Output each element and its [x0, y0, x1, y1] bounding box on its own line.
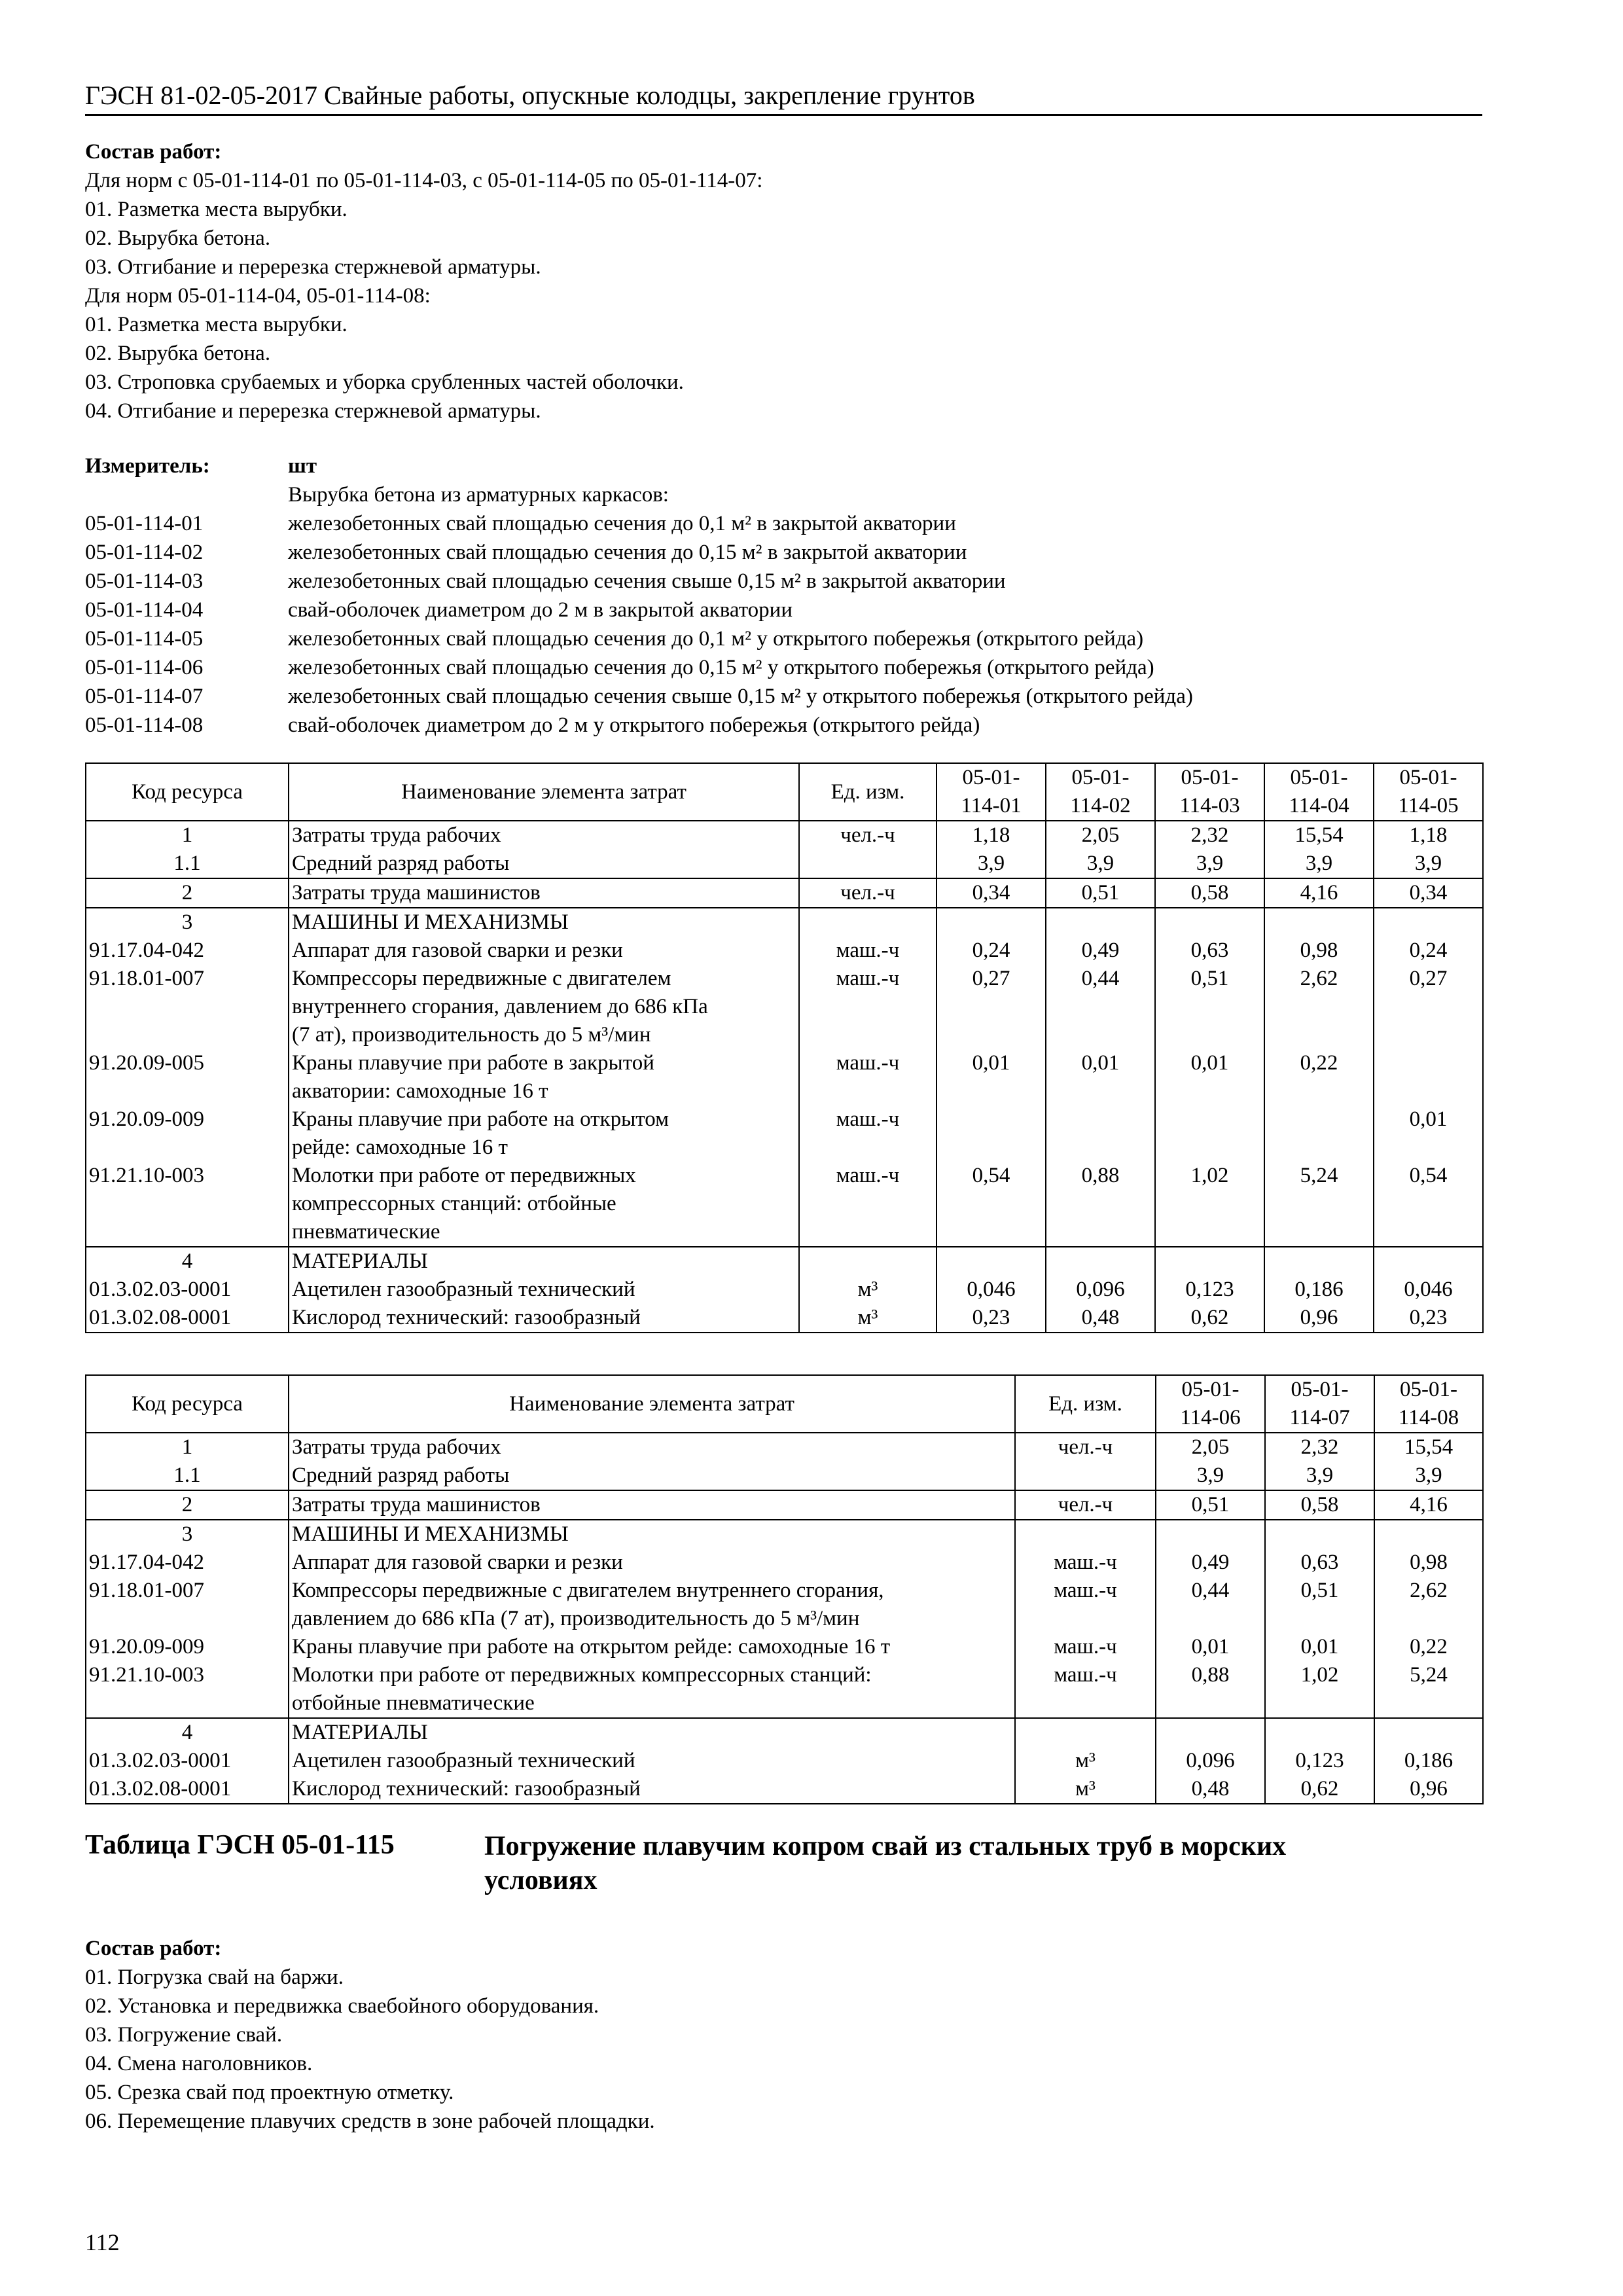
value-cell: 0,49	[1156, 1549, 1265, 1577]
cost-element-name: Краны плавучие при работе на открытом рейде: самоходные 16 т	[289, 1633, 1015, 1661]
norm-description: железобетонных свай площадью сечения до 0,1 м² в закрытой акватории	[288, 512, 956, 535]
cost-element-name: Ацетилен газообразный технический	[289, 1276, 799, 1304]
cost-element-name: Кислород технический: газообразный	[289, 1775, 1015, 1804]
resource-code: 1.1	[86, 850, 289, 878]
value-cell: 0,54	[936, 1162, 1046, 1247]
norm-code: 05-01-114-08	[85, 713, 204, 737]
value-cell: 0,046	[936, 1276, 1046, 1304]
measure-row	[85, 682, 1492, 711]
column-header: 05-01- 114-08	[1374, 1375, 1483, 1433]
table-row	[86, 1775, 1483, 1804]
value-cell: 0,48	[1156, 1775, 1265, 1804]
composition-list-2	[85, 1963, 1492, 2136]
cost-element-name: МАТЕРИАЛЫ	[289, 1718, 1015, 1747]
column-header: Наименование элемента затрат	[289, 763, 799, 821]
resource-code: 1.1	[86, 1462, 289, 1490]
composition-list	[85, 166, 1492, 425]
value-cell	[936, 1105, 1046, 1162]
cost-element-name: Молотки при работе от передвижных компрессорных станций: отбойные пневматические	[289, 1162, 799, 1247]
unit-cell: чел.-ч	[799, 821, 936, 850]
composition-item: 05. Срезка свай под проектную отметку.	[85, 2081, 454, 2104]
value-cell	[936, 908, 1046, 937]
value-cell: 0,186	[1374, 1747, 1483, 1775]
value-cell	[1046, 1105, 1155, 1162]
value-cell: 0,23	[1374, 1304, 1483, 1333]
norms-table-2	[85, 1374, 1484, 1804]
value-cell	[1265, 1520, 1374, 1549]
norm-code: 05-01-114-07	[85, 685, 204, 708]
composition-heading: Состав работ:	[85, 140, 222, 164]
value-cell: 0,51	[1155, 965, 1264, 1049]
value-cell: 0,62	[1265, 1775, 1374, 1804]
unit-cell: м³	[1015, 1747, 1156, 1775]
norm-code: 05-01-114-06	[85, 656, 204, 679]
unit-cell: чел.-ч	[1015, 1490, 1156, 1520]
resource-code: 01.3.02.08-0001	[86, 1304, 289, 1333]
table-row	[86, 1661, 1483, 1718]
unit-cell: маш.-ч	[1015, 1577, 1156, 1633]
value-cell	[1374, 908, 1483, 937]
table-row	[86, 878, 1483, 908]
column-header: Ед. изм.	[1015, 1375, 1156, 1433]
cost-element-name: Затраты труда машинистов	[289, 878, 799, 908]
norm-code: 05-01-114-04	[85, 598, 204, 622]
resource-code: 91.18.01-007	[86, 965, 289, 1049]
resource-code: 1	[86, 1433, 289, 1462]
value-cell: 0,44	[1046, 965, 1155, 1049]
composition-item: 03. Отгибание и перерезка стержневой арматуры.	[85, 255, 541, 279]
value-cell: 2,62	[1264, 965, 1374, 1049]
value-cell: 5,24	[1374, 1661, 1483, 1718]
resource-code: 01.3.02.03-0001	[86, 1276, 289, 1304]
resource-code: 91.21.10-003	[86, 1162, 289, 1247]
resource-code: 1	[86, 821, 289, 850]
table-row	[86, 1433, 1483, 1462]
cost-element-name: Затраты труда рабочих	[289, 821, 799, 850]
value-cell: 0,34	[936, 878, 1046, 908]
value-cell: 0,096	[1046, 1276, 1155, 1304]
value-cell: 0,58	[1155, 878, 1264, 908]
resource-code: 91.17.04-042	[86, 937, 289, 965]
value-cell	[1156, 1718, 1265, 1747]
resource-code: 01.3.02.03-0001	[86, 1747, 289, 1775]
measure-row	[85, 624, 1492, 653]
value-cell: 4,16	[1374, 1490, 1483, 1520]
resource-code: 91.20.09-005	[86, 1049, 289, 1105]
value-cell: 2,05	[1156, 1433, 1265, 1462]
composition-item: 06. Перемещение плавучих средств в зоне рабочей площадки.	[85, 2109, 655, 2133]
value-cell: 0,98	[1374, 1549, 1483, 1577]
resource-code: 91.18.01-007	[86, 1577, 289, 1633]
column-header: 05-01- 114-03	[1155, 763, 1264, 821]
table-row	[86, 908, 1483, 937]
table-row	[86, 821, 1483, 850]
unit-cell	[1015, 1718, 1156, 1747]
value-cell: 0,23	[936, 1304, 1046, 1333]
table-row	[86, 1577, 1483, 1633]
column-header: 05-01- 114-05	[1374, 763, 1483, 821]
cost-element-name: Средний разряд работы	[289, 850, 799, 878]
value-cell	[1155, 908, 1264, 937]
table-row	[86, 1304, 1483, 1333]
table-row	[86, 1747, 1483, 1775]
value-cell: 0,51	[1046, 878, 1155, 908]
column-header: Код ресурса	[86, 763, 289, 821]
value-cell: 0,63	[1265, 1549, 1374, 1577]
cost-element-name: Затраты труда рабочих	[289, 1433, 1015, 1462]
table-row	[86, 850, 1483, 878]
running-header: ГЭСН 81-02-05-2017 Свайные работы, опускные колодцы, закрепление грунтов	[85, 77, 1482, 116]
table-row	[86, 1105, 1483, 1162]
value-cell: 0,27	[936, 965, 1046, 1049]
norm-description: железобетонных свай площадью сечения до 0,1 м² у открытого побережья (открытого рейда)	[288, 627, 1144, 651]
value-cell: 3,9	[1264, 850, 1374, 878]
column-header: Код ресурса	[86, 1375, 289, 1433]
value-cell: 0,51	[1156, 1490, 1265, 1520]
cost-element-name: МАШИНЫ И МЕХАНИЗМЫ	[289, 1520, 1015, 1549]
value-cell: 0,27	[1374, 965, 1483, 1049]
column-header: 05-01- 114-02	[1046, 763, 1155, 821]
value-cell	[1156, 1520, 1265, 1549]
measure-row	[85, 509, 1492, 538]
cost-element-name: Кислород технический: газообразный	[289, 1304, 799, 1333]
measure-row	[85, 596, 1492, 624]
value-cell: 3,9	[1265, 1462, 1374, 1490]
composition-item: 04. Отгибание и перерезка стержневой арматуры.	[85, 399, 541, 423]
value-cell: 3,9	[936, 850, 1046, 878]
composition-item: 02. Установка и передвижка сваебойного оборудования.	[85, 1994, 599, 2018]
value-cell: 0,01	[1155, 1049, 1264, 1105]
value-cell: 0,44	[1156, 1577, 1265, 1633]
value-cell: 3,9	[1155, 850, 1264, 878]
unit-cell: маш.-ч	[799, 1105, 936, 1162]
unit-cell: маш.-ч	[799, 937, 936, 965]
value-cell	[1046, 908, 1155, 937]
resource-code: 3	[86, 908, 289, 937]
measure-row	[85, 711, 1492, 740]
norm-code: 05-01-114-03	[85, 569, 204, 593]
value-cell: 0,62	[1155, 1304, 1264, 1333]
cost-element-name: Краны плавучие при работе в закрытой акватории: самоходные 16 т	[289, 1049, 799, 1105]
value-cell: 0,096	[1156, 1747, 1265, 1775]
table-row	[86, 1520, 1483, 1549]
measure-row	[85, 653, 1492, 682]
unit-cell: чел.-ч	[799, 878, 936, 908]
norm-code: 05-01-114-05	[85, 627, 204, 651]
cost-element-name: Компрессоры передвижные с двигателем внутреннего сгорания, давлением до 686 кПа (7 ат), производительность до 5 м³/мин	[289, 1577, 1015, 1633]
value-cell: 3,9	[1046, 850, 1155, 878]
unit-cell	[799, 1247, 936, 1276]
table-row	[86, 1549, 1483, 1577]
measure-section	[85, 452, 1492, 740]
value-cell: 0,123	[1155, 1276, 1264, 1304]
value-cell	[1374, 1520, 1483, 1549]
value-cell: 0,186	[1264, 1276, 1374, 1304]
unit-cell: маш.-ч	[1015, 1549, 1156, 1577]
work-composition-section-2	[85, 1934, 1492, 2136]
resource-code: 2	[86, 878, 289, 908]
table-row	[86, 1049, 1483, 1105]
value-cell: 0,88	[1156, 1661, 1265, 1718]
cost-element-name: Затраты труда машинистов	[289, 1490, 1015, 1520]
unit-cell	[1015, 1520, 1156, 1549]
composition-item: 02. Вырубка бетона.	[85, 342, 271, 365]
value-cell	[1155, 1105, 1264, 1162]
table-row	[86, 1718, 1483, 1747]
column-header: 05-01- 114-01	[936, 763, 1046, 821]
resource-code: 91.17.04-042	[86, 1549, 289, 1577]
unit-cell: маш.-ч	[1015, 1633, 1156, 1661]
table-row	[86, 1462, 1483, 1490]
composition-item: 04. Смена наголовников.	[85, 2052, 313, 2075]
cost-element-name: Компрессоры передвижные с двигателем внутреннего сгорания, давлением до 686 кПа (7 ат), производительность до 5 м³/мин	[289, 965, 799, 1049]
unit-cell: маш.-ч	[1015, 1661, 1156, 1718]
measure-label: Измеритель:	[85, 454, 210, 478]
unit-cell	[799, 908, 936, 937]
value-cell	[1374, 1718, 1483, 1747]
composition-item: 03. Строповка срубаемых и уборка срубленных частей оболочки.	[85, 370, 684, 394]
measure-intro: Вырубка бетона из арматурных каркасов:	[288, 483, 669, 507]
cost-element-name: Молотки при работе от передвижных компрессорных станций: отбойные пневматические	[289, 1661, 1015, 1718]
composition-heading-2: Состав работ:	[85, 1937, 222, 1960]
cost-element-name: Аппарат для газовой сварки и резки	[289, 937, 799, 965]
value-cell: 0,01	[1265, 1633, 1374, 1661]
norms-table-1	[85, 762, 1484, 1333]
norm-code: 05-01-114-02	[85, 541, 204, 564]
norm-description: железобетонных свай площадью сечения свыше 0,15 м² у открытого побережья (открытого рейда)	[288, 685, 1193, 708]
value-cell	[1265, 1718, 1374, 1747]
table-row	[86, 1247, 1483, 1276]
unit-cell: маш.-ч	[799, 1049, 936, 1105]
value-cell: 15,54	[1264, 821, 1374, 850]
table-row	[86, 1276, 1483, 1304]
value-cell: 2,05	[1046, 821, 1155, 850]
resource-code: 4	[86, 1718, 289, 1747]
value-cell	[1046, 1247, 1155, 1276]
composition-item: Для норм с 05-01-114-01 по 05-01-114-03, с 05-01-114-05 по 05-01-114-07:	[85, 169, 763, 192]
cost-element-name: МАШИНЫ И МЕХАНИЗМЫ	[289, 908, 799, 937]
measure-unit: шт	[288, 454, 317, 478]
value-cell: 0,54	[1374, 1162, 1483, 1247]
norm-description: свай-оболочек диаметром до 2 м у открытого побережья (открытого рейда)	[288, 713, 980, 737]
value-cell: 0,98	[1264, 937, 1374, 965]
resource-code: 3	[86, 1520, 289, 1549]
value-cell	[1264, 1105, 1374, 1162]
value-cell: 0,123	[1265, 1747, 1374, 1775]
value-cell: 1,02	[1265, 1661, 1374, 1718]
unit-cell: чел.-ч	[1015, 1433, 1156, 1462]
column-header: Ед. изм.	[799, 763, 936, 821]
value-cell	[1264, 1247, 1374, 1276]
table-row	[86, 1162, 1483, 1247]
value-cell: 0,24	[936, 937, 1046, 965]
table-row	[86, 937, 1483, 965]
table-row	[86, 965, 1483, 1049]
value-cell: 0,58	[1265, 1490, 1374, 1520]
measure-list	[85, 509, 1492, 740]
column-header: 05-01- 114-06	[1156, 1375, 1265, 1433]
page-number: 112	[85, 2229, 120, 2255]
table-caption-title: Погружение плавучим копром свай из стальных труб в морских условиях	[484, 1831, 1287, 1895]
value-cell: 0,51	[1265, 1577, 1374, 1633]
unit-cell: маш.-ч	[799, 1162, 936, 1247]
composition-item: 01. Разметка места вырубки.	[85, 313, 348, 336]
cost-element-name: Аппарат для газовой сварки и резки	[289, 1549, 1015, 1577]
norm-code: 05-01-114-01	[85, 512, 204, 535]
table-row	[86, 1633, 1483, 1661]
value-cell	[1374, 1049, 1483, 1105]
measure-row	[85, 567, 1492, 596]
value-cell: 0,01	[1374, 1105, 1483, 1162]
value-cell: 3,9	[1156, 1462, 1265, 1490]
value-cell: 1,18	[936, 821, 1046, 850]
value-cell: 5,24	[1264, 1162, 1374, 1247]
resource-code: 01.3.02.08-0001	[86, 1775, 289, 1804]
value-cell: 0,88	[1046, 1162, 1155, 1247]
table-caption-label: Таблица ГЭСН 05-01-115	[85, 1830, 395, 1860]
work-composition-section	[85, 137, 1492, 425]
unit-cell: маш.-ч	[799, 965, 936, 1049]
value-cell: 0,22	[1264, 1049, 1374, 1105]
composition-item: 03. Погружение свай.	[85, 2023, 283, 2047]
value-cell: 3,9	[1374, 1462, 1483, 1490]
column-header: 05-01- 114-07	[1265, 1375, 1374, 1433]
value-cell: 0,63	[1155, 937, 1264, 965]
value-cell: 2,32	[1155, 821, 1264, 850]
norm-description: свай-оболочек диаметром до 2 м в закрытой акватории	[288, 598, 793, 622]
composition-item: Для норм 05-01-114-04, 05-01-114-08:	[85, 284, 431, 308]
value-cell: 15,54	[1374, 1433, 1483, 1462]
cost-element-name: Средний разряд работы	[289, 1462, 1015, 1490]
unit-cell: м³	[799, 1304, 936, 1333]
value-cell: 0,24	[1374, 937, 1483, 965]
norm-description: железобетонных свай площадью сечения свыше 0,15 м² в закрытой акватории	[288, 569, 1006, 593]
value-cell: 3,9	[1374, 850, 1483, 878]
norm-description: железобетонных свай площадью сечения до 0,15 м² у открытого побережья (открытого рейда)	[288, 656, 1154, 679]
value-cell	[1155, 1247, 1264, 1276]
measure-row	[85, 538, 1492, 567]
value-cell	[1264, 908, 1374, 937]
composition-item: 02. Вырубка бетона.	[85, 226, 271, 250]
column-header: 05-01- 114-04	[1264, 763, 1374, 821]
value-cell: 0,96	[1374, 1775, 1483, 1804]
value-cell: 1,18	[1374, 821, 1483, 850]
cost-element-name: Краны плавучие при работе на открытом рейде: самоходные 16 т	[289, 1105, 799, 1162]
value-cell: 0,96	[1264, 1304, 1374, 1333]
unit-cell: м³	[1015, 1775, 1156, 1804]
resource-code: 2	[86, 1490, 289, 1520]
value-cell: 0,49	[1046, 937, 1155, 965]
table-row	[86, 1490, 1483, 1520]
value-cell: 0,01	[936, 1049, 1046, 1105]
value-cell	[1374, 1247, 1483, 1276]
value-cell: 0,01	[1046, 1049, 1155, 1105]
composition-item: 01. Разметка места вырубки.	[85, 198, 348, 221]
unit-cell: м³	[799, 1276, 936, 1304]
value-cell: 0,34	[1374, 878, 1483, 908]
column-header: Наименование элемента затрат	[289, 1375, 1015, 1433]
cost-element-name: Ацетилен газообразный технический	[289, 1747, 1015, 1775]
unit-cell	[799, 850, 936, 878]
value-cell: 0,046	[1374, 1276, 1483, 1304]
resource-code: 91.20.09-009	[86, 1105, 289, 1162]
value-cell: 2,32	[1265, 1433, 1374, 1462]
composition-item: 01. Погрузка свай на баржи.	[85, 1965, 344, 1989]
resource-code: 91.21.10-003	[86, 1661, 289, 1718]
value-cell: 0,48	[1046, 1304, 1155, 1333]
resource-code: 4	[86, 1247, 289, 1276]
value-cell: 1,02	[1155, 1162, 1264, 1247]
resource-code: 91.20.09-009	[86, 1633, 289, 1661]
norm-description: железобетонных свай площадью сечения до 0,15 м² в закрытой акватории	[288, 541, 967, 564]
unit-cell	[1015, 1462, 1156, 1490]
value-cell: 0,22	[1374, 1633, 1483, 1661]
value-cell: 2,62	[1374, 1577, 1483, 1633]
value-cell	[936, 1247, 1046, 1276]
value-cell: 4,16	[1264, 878, 1374, 908]
cost-element-name: МАТЕРИАЛЫ	[289, 1247, 799, 1276]
value-cell: 0,01	[1156, 1633, 1265, 1661]
